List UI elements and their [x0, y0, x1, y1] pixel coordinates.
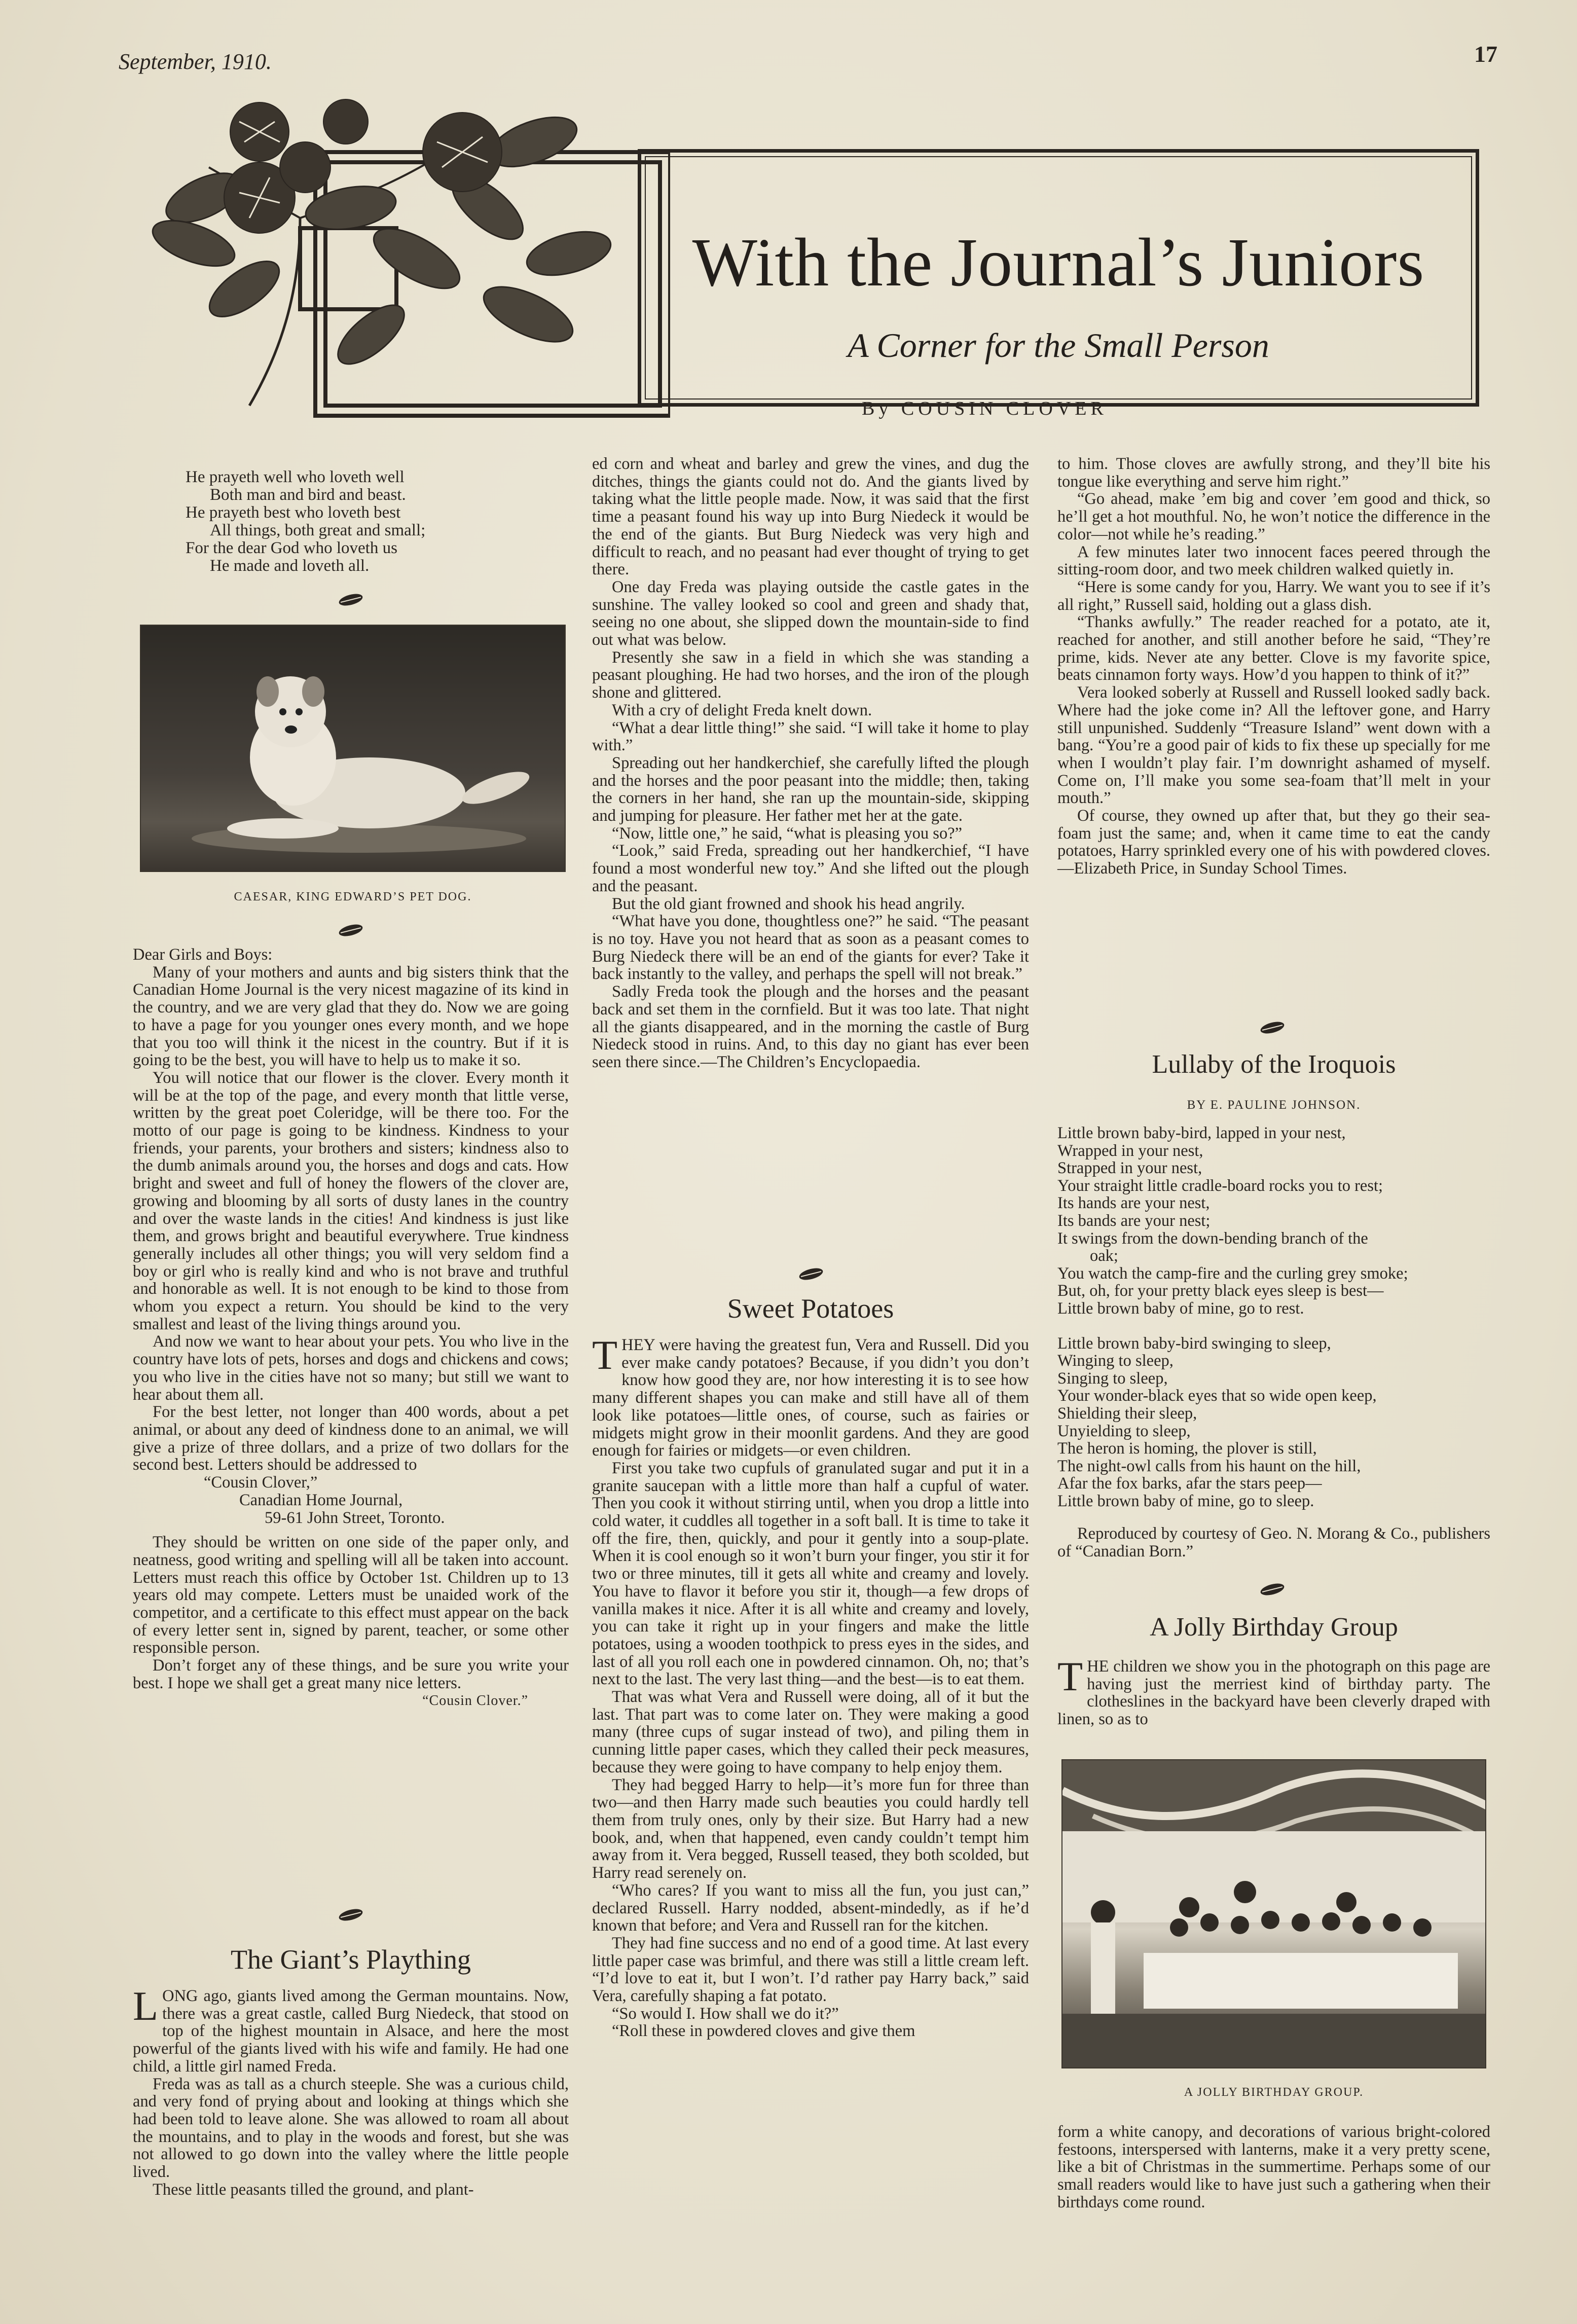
poem-line: Its bands are your nest;	[1057, 1211, 1211, 1230]
story-paragraph: “What a dear little thing!” she said. “I will take it home to play with.”	[592, 718, 1029, 755]
page-number: 17	[1474, 41, 1497, 67]
birthday-intro	[1057, 1653, 1490, 1729]
story-paragraph: “Look,” said Freda, spreading out her handkerchief, “I have found a most wonderful new toy.” And she lifted out the plough and the peasant.	[592, 842, 1029, 895]
giant-first-paragraph: ONG ago, giants lived among the German mountains. Now, there was a great castle, called Burg Niedeck, that stood on top of the highest mountain in Alsace, and here the most powerful of the giants lived with his wife and family. He had one child, a little girl named Freda.	[133, 1987, 569, 2076]
clover-illustration	[133, 91, 670, 456]
birthday-scene	[1062, 1760, 1486, 2068]
birthday-first-paragraph: HE children we show you in the photograph on this page are having just the merriest kind of birthday party. The clotheslines in the backyard have been cleverly draped with linen, so as to	[1057, 1657, 1490, 1729]
story-paragraph: Vera looked soberly at Russell and Russell looked sadly back. Where had the joke come in? All the leftover gone, and Harry still unpunished. Suddenly “Treasure Island” went down with a bang. “You’re a good pair of kids to fix these up specially for me when I wouldn’t play fair. I’m downright ashamed of myself. Come on, I’ll make you some sea-foam that’ll melt in your mouth.”	[1057, 683, 1490, 808]
poem-line: He made and loveth all.	[210, 557, 370, 575]
poem-line: Shielding their sleep,	[1057, 1404, 1197, 1423]
leaf-ornament-icon	[1257, 1020, 1288, 1035]
poem-line: Strapped in your nest,	[1057, 1159, 1202, 1178]
lullaby-author: BY E. PAULINE JOHNSON.	[1187, 1098, 1361, 1112]
letter-to-readers	[133, 946, 569, 1710]
birthday-photo	[1061, 1759, 1486, 2068]
letter-paragraph: Don’t forget any of these things, and be sure you write your best. I hope we shall get a great many nice letters.	[133, 1656, 569, 1692]
dog-photo-caption: CAESAR, KING EDWARD’S PET DOG.	[234, 890, 472, 903]
poem-line: Its hands are your nest,	[1057, 1194, 1210, 1213]
page-subtitle: A Corner for the Small Person	[848, 326, 1269, 365]
story-paragraph: “Thanks awfully.” The reader reached for a potato, ate it, reached for another, and still another before he said, “They’re prime, kids. Never ate any better. Clove is my favorite spice, beats cinnamon forty ways. How’d you happen to think of it?”	[1057, 613, 1490, 684]
story-paragraph: form a white canopy, and decorations of various bright-colored festoons, interspersed with lanterns, make it a very pretty scene, like a bit of Christmas in the summertime. Perhaps some of our small readers would like to have just such a gathering when their birthdays come round.	[1057, 2123, 1490, 2211]
leaf-ornament-icon	[1257, 1582, 1288, 1597]
giant-story-continued	[592, 455, 1029, 1071]
story-paragraph: First you take two cupfuls of granulated sugar and put it in a granite saucepan with a little more than half a cupful of water. Then you cook it without stirring until, when you drop a little into cold water, it cuddles all together in a soft ball. It is time to take it off the fire, then, quickly, and pour it gently into a soup-plate. When it is cool enough so it won’t burn your finger, you stir it for two or three minutes, till it gets all white and creamy and lovely. You have to flavor it before you stir it, though—a few drops of vanilla makes it nice. After it is all white and creamy and lovely, you can take it right up in your fingers and make the little potatoes, using a wooden toothpick to press eyes in the sides, and last of all you roll each one in powdered cinnamon. Oh, no; that’s next to the last. The very last thing—and the best—is to eat them.	[592, 1459, 1029, 1689]
drop-cap: L	[133, 1983, 159, 2029]
story-paragraph: But the old giant frowned and shook his head angrily.	[612, 894, 965, 913]
poem-line: oak;	[1090, 1247, 1118, 1265]
poem-line: Winging to sleep,	[1057, 1352, 1173, 1370]
drop-cap: T	[1057, 1653, 1083, 1699]
poem-line: Singing to sleep,	[1057, 1369, 1168, 1388]
letter-salutation: Dear Girls and Boys:	[133, 946, 273, 964]
letter-paragraph: And now we want to hear about your pets. You who live in the country have lots of pets, horses and dogs and chickens and cows; you who live in the cities have not so many; but still we want to hear about them all.	[133, 1332, 569, 1404]
dog-photo	[140, 625, 566, 872]
story-paragraph: Freda was as tall as a church steeple. She was a curious child, and very fond of prying about and looking at things which she had been told to leave alone. She was allowed to roam all about the mountains, and to play in the woods and forest, but she was not allowed to go down into the valley where the little people lived.	[133, 2075, 569, 2182]
story-paragraph: They had begged Harry to help—it’s more fun for three than two—and then Harry made such beauties you could hardly tell them from truly ones, only by their size. But Harry had a new book, and, when that happened, even candy couldn’t tempt him away from it. Vera begged, Russell teased, they both scolded, but Harry read serenely on.	[592, 1775, 1029, 1882]
poem-line: Your straight little cradle-board rocks you to rest;	[1057, 1176, 1383, 1195]
story-paragraph: Spreading out her handkerchief, she carefully lifted the plough and the horses and the poor peasant into the middle; then, taking the corners in her hand, she ran up the mountain-side, skipping and jumping for pleasure. Her father met her at the gate.	[592, 753, 1029, 825]
story-paragraph: “So would I. How shall we do it?”	[612, 2004, 839, 2023]
birthday-conclusion	[1057, 2123, 1490, 2211]
folio-date: September, 1910.	[119, 49, 272, 74]
drop-cap: T	[592, 1332, 618, 1378]
story-paragraph: “Go ahead, make ’em big and cover ’em good and thick, so he’ll get a hot mouthful. No, he won’t notice the difference in the color—not while he’s reading.”	[1057, 490, 1490, 543]
story-paragraph: “Roll these in powdered cloves and give them	[612, 2022, 915, 2041]
poem-line: The night-owl calls from his haunt on the hill,	[1057, 1457, 1361, 1475]
address-line: Canadian Home Journal,	[239, 1491, 403, 1509]
leaf-ornament-icon	[336, 592, 366, 607]
story-paragraph: These little peasants tilled the ground, and plant-	[153, 2180, 474, 2199]
dog-figure	[141, 626, 566, 872]
credit-text: Reproduced by courtesy of Geo. N. Morang & Co., publishers of “Canadian Born.”	[1057, 1524, 1490, 1560]
leaf-ornament-icon	[336, 1907, 366, 1922]
story-paragraph: Of course, they owned up after that, but they go their sea-foam just the same; and, when it came time to eat the candy potatoes, Harry sprinkled every one of his with powdered cloves.—Elizabeth Price, in Sunday School Times.	[1057, 807, 1490, 878]
story-paragraph: One day Freda was playing outside the castle gates in the sunshine. The valley looked so cool and green and shady that, seeing no one about, she slipped down the mountain-side to find out what was below.	[592, 577, 1029, 649]
byline: By COUSIN CLOVER	[862, 398, 1108, 419]
address-line: 59-61 John Street, Toronto.	[265, 1508, 445, 1527]
poem-line: For the dear God who loveth us	[186, 539, 397, 557]
story-paragraph: A few minutes later two innocent faces peered through the sitting-room door, and two meek children walked quietly in.	[1057, 542, 1490, 579]
leaf-ornament-icon	[796, 1266, 826, 1282]
leaf-ornament-icon	[336, 923, 366, 938]
birthday-photo-caption: A JOLLY BIRTHDAY GROUP.	[1184, 2086, 1364, 2099]
story-paragraph: “Here is some candy for you, Harry. We want you to see if it’s all right,” Russell said, holding out a glass dish.	[1057, 577, 1490, 614]
letter-paragraph: You will notice that our flower is the clover. Every month it will be at the top of the page, and every month that little verse, written by the great poet Coleridge, will be there too. For the motto of our page is going to be kindness. Kindness to your friends, your parents, your brothers and sisters; kindness also to the dumb animals around you, the horses and dogs and cats. How bright and sweet and full of honey the flowers of the clover are, growing and blooming by all sorts of dusty lanes in the country and over the waste lands in the cities! And kindness is just like them, and grows bright and beautiful everywhere. True kindness generally includes all other things; you will very seldom find a boy or girl who is really kind and who is not brave and truthful and honorable as well. It is not enough to be kind to those from whom you expect a return. You should be kind to the very smallest and least of the living things around you.	[133, 1068, 569, 1333]
story-paragraph: With a cry of delight Freda knelt down.	[612, 701, 872, 719]
giant-story-start	[133, 1983, 569, 2199]
poem-line: But, oh, for your pretty black eyes sleep is best—	[1057, 1282, 1384, 1300]
story-paragraph: to him. Those cloves are awfully strong, and they’ll bite his tongue like everything and serve him right.”	[1057, 455, 1490, 491]
poem-line: Afar the fox barks, afar the stars peep—	[1057, 1474, 1322, 1493]
letter-paragraph: They should be written on one side of the paper only, and neatness, good writing and spelling will all be taken into account. Letters must reach this office by October 1st. Children up to 13 years old may compete. Letters must be unaided work of the competitor, and a certificate to this effect must appear on the back of every letter sent in, signed by parent, teacher, or some other responsible person.	[133, 1533, 569, 1657]
poem-line: It swings from the down-bending branch of the	[1057, 1229, 1368, 1248]
poem-line: Unyielding to sleep,	[1057, 1422, 1191, 1440]
letter-signature: “Cousin Clover.”	[422, 1692, 528, 1709]
page-title: With the Journal’s Juniors	[692, 225, 1425, 301]
poem-line: Both man and bird and beast.	[210, 486, 406, 504]
story-paragraph: “Now, little one,” he said, “what is pleasing you so?”	[612, 824, 963, 843]
sweet-potatoes-story	[592, 1332, 1029, 2041]
giant-title: The Giant’s Plaything	[231, 1944, 471, 1975]
story-paragraph: They had fine success and no end of a good time. At last every little paper case was brimful, and there was still a little cream left. “I’d love to eat it, but I won’t. I’d rather pay Harry back,” said Vera, carefully shaping a fat potato.	[592, 1934, 1029, 2006]
letter-paragraph: For the best letter, not longer than 400 words, about a pet animal, or about any deed of kindness done to an animal, we will give a prize of three dollars, and a prize of two dollars for the second best. Letters should be addressed to	[133, 1403, 569, 1474]
poem-line: Little brown baby of mine, go to rest.	[1057, 1299, 1304, 1318]
lullaby-credit	[1057, 1525, 1490, 1560]
sweet-potatoes-continued	[1057, 455, 1490, 878]
sweet-potatoes-title: Sweet Potatoes	[727, 1293, 894, 1324]
poem-line: He prayeth well who loveth well	[186, 468, 405, 486]
story-paragraph: Presently she saw in a field in which she was standing a peasant ploughing. He had two horses, and the iron of the plough shone and glittered.	[592, 648, 1029, 702]
opening-poem	[186, 468, 425, 575]
poem-line: He prayeth best who loveth best	[186, 503, 401, 522]
sweet-potatoes-first-paragraph: HEY were having the greatest fun, Vera and Russell. Did you ever make candy potatoes? Because, if you didn’t you don’t know how good they are, nor how interesting it is to see how many different shapes you can make and still have all of them look like potatoes—little ones, of course, such as fairies or midgets might grow in their moonlit gardens. And they are good enough for fairies or midgets—or even children.	[592, 1336, 1029, 1460]
lullaby-poem	[1057, 1124, 1490, 1510]
story-paragraph: ed corn and wheat and barley and grew the vines, and dug the ditches, things the giants could not do. And the giants lived by taking what the little people made. Now, it was said that the first time a peasant found his way up into Burg Niedeck it would be the end of the giants. But Burg Niedeck was very high and difficult to reach, and no peasant had ever thought of trying to get there.	[592, 455, 1029, 579]
address-line: “Cousin Clover,”	[204, 1473, 318, 1492]
poem-line: Little brown baby-bird, lapped in your nest,	[1057, 1124, 1346, 1142]
lullaby-title: Lullaby of the Iroquois	[1152, 1050, 1396, 1079]
poem-line: Wrapped in your nest,	[1057, 1141, 1203, 1160]
poem-line: Your wonder-black eyes that so wide open keep,	[1057, 1387, 1377, 1405]
story-paragraph: “Who cares? If you want to miss all the fun, you just can,” declared Russell. Harry nodded, absent-mindedly, as if he’d known that before; and Vera and Russell ran for the kitchen.	[592, 1881, 1029, 1935]
poem-line: All things, both great and small;	[210, 521, 426, 539]
poem-line: Little brown baby-bird swinging to sleep,	[1057, 1334, 1331, 1353]
poem-line: You watch the camp-fire and the curling grey smoke;	[1057, 1264, 1408, 1283]
poem-line: The heron is homing, the plover is still,	[1057, 1439, 1317, 1458]
story-paragraph: That was what Vera and Russell were doing, all of it but the last. That part was to come later on. They were making a good many (three cups of sugar instead of two), and piling them in cunning little paper cases, which they called their peck measures, because they were going to have company to help enjoy them.	[592, 1688, 1029, 1776]
story-paragraph: Sadly Freda took the plough and the horses and the peasant back and set them in the cornfield. But it was too late. That night all the giants disappeared, and in the morning the castle of Burg Niedeck stood in ruins. And, to this day no giant has ever been seen there since.—The Children’s Encyclopaedia.	[592, 983, 1029, 1071]
poem-line: Little brown baby of mine, go to sleep.	[1057, 1492, 1314, 1510]
letter-paragraph: Many of your mothers and aunts and big sisters think that the Canadian Home Journal is the very nicest magazine of its kind in the country, and we are very glad that they do. Now we are going to have a page for you younger ones every month, and we hope that you too will think it the nicest in the country. But if it is going to be the best, you will have to help us to make it so.	[133, 963, 569, 1070]
story-paragraph: “What have you done, thoughtless one?” he said. “The peasant is no toy. Have you not heard that as soon as a peasant comes to Burg Niedeck there will be an end of the giants for ever? Take it back instantly to the valley, and perhaps the spell will not break.”	[592, 912, 1029, 984]
birthday-title: A Jolly Birthday Group	[1150, 1613, 1398, 1642]
